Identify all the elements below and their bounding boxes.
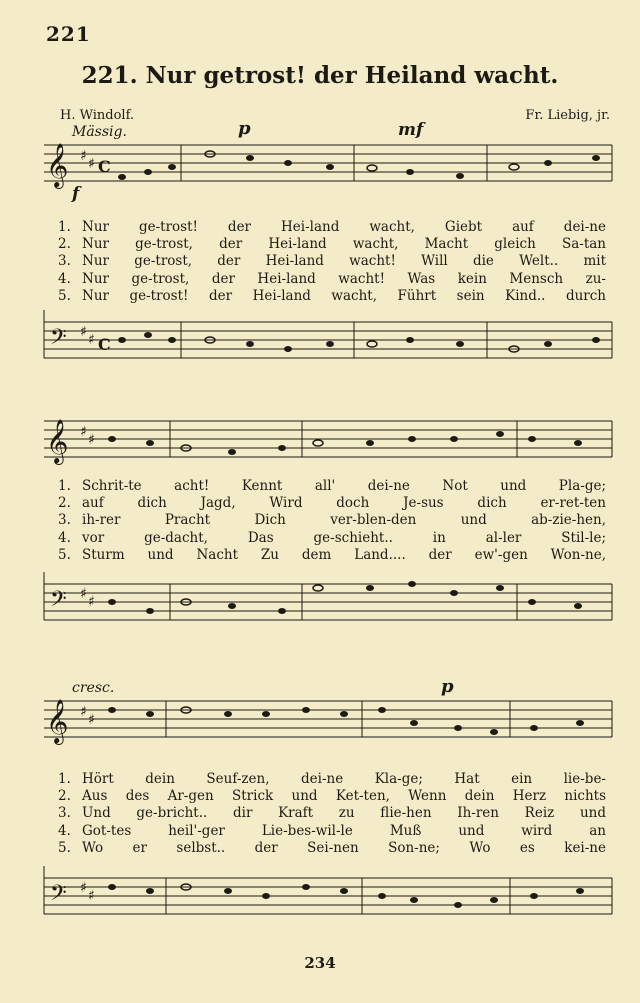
svg-text:♯: ♯ <box>88 332 95 348</box>
svg-text:♯: ♯ <box>80 324 87 340</box>
lyric-line: 4. vor ge-dacht, Das ge-schieht.. in al-ler Stil-le; <box>58 529 606 546</box>
svg-text:♯: ♯ <box>88 156 95 172</box>
music-staff-system-2-treble <box>0 416 640 476</box>
composer: Fr. Liebig, jr. <box>525 108 610 123</box>
lyric-line: 1. Schrit-te acht! Kennt all' dei-ne Not und Pla-ge; <box>58 478 606 494</box>
page-number: 221 <box>46 22 91 46</box>
lyrics-system-2 <box>58 478 606 564</box>
dynamic-cresc: cresc. <box>72 680 115 696</box>
dynamic-tempo: Mässig. <box>72 124 127 140</box>
svg-text:♯: ♯ <box>80 880 87 896</box>
lyric-line: 2. auf dich Jagd, Wird doch Je-sus dich er-ret-ten <box>58 495 606 512</box>
svg-text:♯: ♯ <box>80 148 87 164</box>
svg-text:𝄢: 𝄢 <box>50 325 67 355</box>
lyric-line: 3. Nur ge-trost, der Hei-land wacht! Will die Welt.. mit <box>58 253 606 270</box>
hymn-title: 221. Nur getrost! der Heiland wacht. <box>81 62 559 89</box>
music-staff-system-1-treble <box>0 140 640 200</box>
lyric-line: 3. ih-rer Pracht Dich ver-blen-den und ab-zie-hen, <box>58 512 606 529</box>
svg-text:♯: ♯ <box>80 586 87 602</box>
music-staff-system-3-treble <box>0 696 640 758</box>
svg-text:𝄢: 𝄢 <box>50 881 67 911</box>
lyrics-system-3 <box>58 771 606 857</box>
svg-text:C: C <box>98 157 111 176</box>
lyric-line: 4. Nur ge-trost, der Hei-land wacht! Was kein Mensch zu- <box>58 270 606 287</box>
music-staff-system-3-bass <box>0 866 640 946</box>
svg-text:♯: ♯ <box>88 594 95 610</box>
music-staff-system-2-bass <box>0 572 640 652</box>
lyric-line: 1. Hört dein Seuf-zen, dei-ne Kla-ge; Hat ein lie-be- <box>58 771 606 787</box>
text-author: H. Windolf. <box>60 108 135 123</box>
svg-text:C: C <box>98 335 111 354</box>
dynamic-f: f <box>72 184 80 204</box>
lyric-line: 5. Sturm und Nacht Zu dem Land.... der ew'-gen Won-ne, <box>58 546 606 563</box>
svg-text:𝄢: 𝄢 <box>50 587 67 617</box>
svg-text:𝄞: 𝄞 <box>46 419 69 463</box>
svg-text:♯: ♯ <box>80 704 87 720</box>
lyric-line: 2. Aus des Ar-gen Strick und Ket-ten, Wenn dein Herz nichts <box>58 788 606 805</box>
music-staff-system-1-bass <box>0 310 640 390</box>
lyric-line: 5. Nur ge-trost! der Hei-land wacht, Führt sein Kind.. durch <box>58 287 606 304</box>
svg-text:♯: ♯ <box>88 432 95 448</box>
lyric-line: 4. Got-tes heil'-ger Lie-bes-wil-le Muß und wird an <box>58 822 606 839</box>
svg-text:♯: ♯ <box>80 424 87 440</box>
footer-page-number: 234 <box>304 954 336 972</box>
svg-text:𝄞: 𝄞 <box>46 143 69 187</box>
dynamic-p-2: p <box>441 676 454 697</box>
lyrics-system-1 <box>58 219 606 305</box>
dynamic-p: p <box>238 118 251 139</box>
lyric-line: 2. Nur ge-trost, der Hei-land wacht, Macht gleich Sa-tan <box>58 236 606 253</box>
svg-text:𝄞: 𝄞 <box>46 699 69 743</box>
lyric-line: 5. Wo er selbst.. der Sei-nen Son-ne; Wo es kei-ne <box>58 839 606 856</box>
dynamic-mf: mf <box>398 120 424 140</box>
svg-text:♯: ♯ <box>88 888 95 904</box>
svg-text:♯: ♯ <box>88 712 95 728</box>
lyric-line: 1. Nur ge-trost! der Hei-land wacht, Giebt auf dei-ne <box>58 219 606 235</box>
lyric-line: 3. Und ge-bricht.. dir Kraft zu flie-hen Ih-ren Reiz und <box>58 805 606 822</box>
